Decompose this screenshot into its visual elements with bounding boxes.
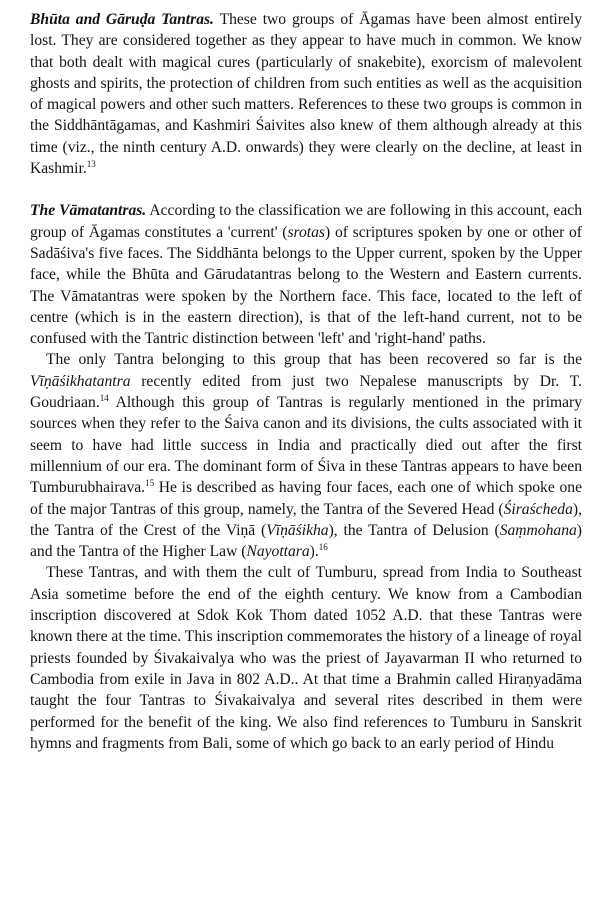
paragraph-text: He is described as having four faces, each one of which spoke one of the major Tantras of this group, namely, the Tantra of the Severed Head ( [30,479,582,518]
footnote-ref-15: 15 [145,478,155,489]
paragraph-text: ), the Tantra of the Crest of the Viṇā ( [30,500,582,539]
footnote-ref-13: 13 [86,159,96,170]
paragraph-text: Although this group of Tantras is regularly mentioned in the primary sources when they refer to the Śaiva canon and its divisions, the cults associated with it seem to have had little success in India and practically died out after the first millennium of our era. The dominant form of Śiva in these Tantras appears to have been Tumburubhairava. [30,394,582,497]
paragraph-vinasikha [30,349,582,562]
paragraph-southeast-asia [30,562,582,754]
paragraph-text: According to the classification we are following in this account, each group of Āgamas constitutes a 'current' ( [30,202,582,241]
section-heading-bhuta-garuda: Bhūta and Gāruḍa Tantras. [30,11,214,28]
paragraph-text: ), the Tantra of Delusion ( [328,521,500,539]
title-vinasikhatantra: Vīṇāśikhatantra [30,372,131,390]
paragraph-text: ). [309,543,319,561]
paragraph-text: recently edited from just two Nepalese manuscripts by Dr. T. Goudriaan. [30,372,582,412]
title-sirascheda: Śiraścheda [503,500,573,518]
footnote-ref-14: 14 [99,393,109,404]
title-nayottara: Nayottara [246,543,310,561]
title-sammohana: Saṃmohana [499,521,577,539]
title-vinasikha: Vīṇāśikha [266,521,329,539]
paragraph-text: ) and the Tantra of the Higher Law ( [30,521,582,561]
paragraph-bhuta-garuda [30,9,582,179]
paragraph-text: These Tantras, and with them the cult of Tumburu, spread from India to Southeast Asia sometime before the end of the eighth century. We know from a Cambodian inscription discovered at Sdok Kok Thom dated 1052 A.D. that these Tantras were known there at the time. This inscription commemorates the history of a lineage of royal priests founded by Śivakaivalya who was the priest of Jayavarman II who returned to Cambodia from exile in Java in 802 A.D.. At that time a Brahmin called Hiraṇyadāma taught the four Tantras to Śivakaivalya and several rites described in them were performed for the benefit of the king. We also find references to Tumburu in Sanskrit hymns and fragments from Bali, some of which go back to an early period of Hindu [30,564,582,752]
footnote-ref-16: 16 [318,542,328,553]
paragraph-text: ) of scriptures spoken by one or other of Sadāśiva's five faces. The Siddhānta belongs to the Upper current, spoken by the Upper face, while the Bhūta and Gārudatantras belong to the Western and Eastern currents. The Vāmatantras were spoken by the Northern face. This face, located to the left of centre (which is in the eastern direction), is that of the left-hand current, not to be confused with the Tantric distinction between 'left' and 'right-hand' paths. [30,223,582,348]
paragraph-text: These two groups of Āgamas have been almost entirely lost. They are considered together as they appear to have much in common. We know that both dealt with magical cures (particularly of snakebite), exorcism of malevolent ghosts and spirits, the protection of children from such entities as well as the acquisition of magical powers and other such matters. References to these two groups is common in the Siddhāntāgamas, and Kashmiri Śaivites also knew of them although already at this time (viz., the ninth century A.D. onwards) they were clearly on the decline, at least in Kashmir. [30,11,582,178]
section-heading-vamatantras: The Vāmatantras. [30,202,147,220]
paragraph-vamatantras-intro [30,200,582,349]
term-srotas: srotas [287,223,326,241]
paragraph-text: The only Tantra belonging to this group that has been recovered so far is the [46,351,582,369]
